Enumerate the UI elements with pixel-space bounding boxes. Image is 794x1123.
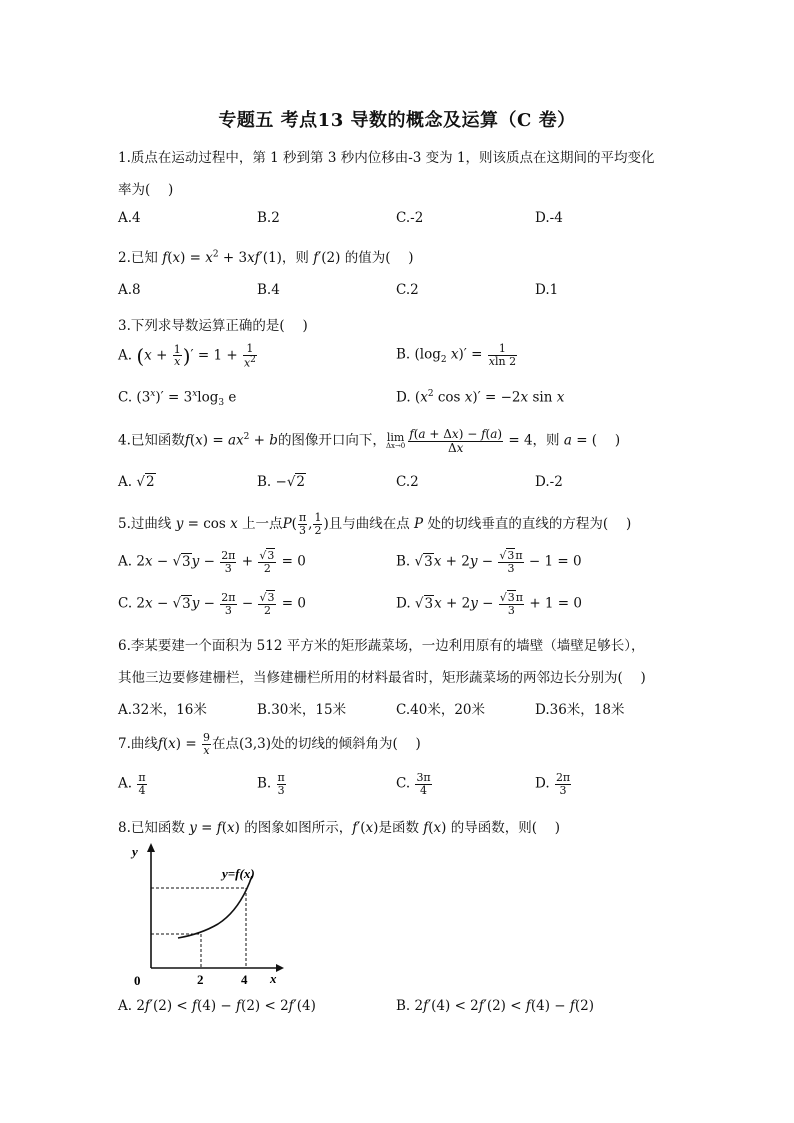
q1-option-d: D.-4 [535, 210, 563, 226]
q3-stem: 3.下列求导数运算正确的是( ) [118, 318, 308, 334]
q4-prefix: 4.已知函数 [118, 432, 185, 449]
q2-prefix: 2.已知 [118, 250, 158, 266]
q6-option-c: C.40米，20米 [396, 702, 485, 718]
q3-option-c: C. $(3^x)' = 3^x\log_3$ e [118, 389, 237, 409]
q8-suffix: 的导函数，则( ) [450, 820, 561, 836]
q7-option-d: D. $\frac{2\pi}{3}$ [535, 771, 571, 797]
q6-option-d: D.36米，18米 [535, 702, 625, 718]
q3-option-d: D. ($x^2$ cos x)′ = −2x sin x [396, 389, 565, 406]
q8-mid2: 是函数 [378, 820, 419, 836]
x-axis-arrow [276, 964, 284, 972]
q7-prefix: 7.曲线 [118, 736, 158, 752]
q7-stem: 7.曲线f(x) = $\frac{9}{x}$ 在点(3,3)处的切线的倾斜角为( ) [118, 731, 421, 757]
q1-option-a: A.4 [118, 210, 141, 226]
q1-stem-line1: 1.质点在运动过程中，第 1 秒到第 3 秒内位移由-3 变为 1，则该质点在这期间的平均变化 [118, 150, 655, 166]
q2-suffix: 的值为( ) [344, 250, 414, 266]
q7-mid: 在点 [211, 736, 239, 752]
q6-option-a: A.32米，16米 [118, 702, 207, 718]
q5-option-a: A. 2x − √3y − $\frac{2\pi}{3}$ + $\frac{√3}{2}$ = 0 [118, 549, 306, 575]
q4-option-b: B. −√2 [257, 474, 306, 490]
x-tick-2: 2 [197, 972, 204, 987]
curve-label: y=f(x) [222, 866, 255, 881]
q5-option-c: C. 2x − √3y − $\frac{2\pi}{3}$ − $\frac{√3}{2}$ = 0 [118, 591, 306, 617]
q4-suffix: ，则 [532, 432, 560, 449]
q4-mid: 的图像开口向下， [277, 432, 386, 449]
q7-option-b: B. $\frac{\pi}{3}$ [257, 771, 285, 797]
q6-stem-line1: 6.李某要建一个面积为 512 平方米的矩形蔬菜场，一边利用原有的墙壁（墙壁足够长）， [118, 638, 645, 654]
q3-option-a: A. (x + $\frac{1}{x}$ )′ = 1 + $\frac{1}{x^2}$ [118, 342, 256, 370]
origin-label: 0 [134, 973, 141, 988]
q8-option-b: B. 2f′(4) < 2f′(2) < f(4) − f(2) [396, 998, 595, 1014]
q5-prefix: 5.过曲线 [118, 516, 172, 532]
q6-option-b: B.30米，15米 [257, 702, 347, 718]
q8-mid: 的图象如图所示， [244, 820, 353, 836]
q6-stem-line2: 其他三边要修建栅栏，当修建栅栏所用的材料最省时，矩形蔬菜场的两邻边长分别为( ) [118, 670, 646, 686]
q5-suffix: 且与曲线在点 [328, 516, 410, 532]
q5-mid: 上一点 [242, 516, 283, 532]
x-tick-4: 4 [241, 972, 248, 987]
q4-stem: 4.已知函数$f(x) = ax^2 + b$的图像开口向下，lim Δx→0 $\frac{f(a + \Delta x) - f(a)}{\Delta x}$ = 4，则 a = ( ) [118, 427, 621, 455]
q3-option-b: B. ($\log_2$ x)′ = $\frac{1}{xln 2}$ [396, 342, 517, 368]
q4-option-d: D.-2 [535, 474, 563, 490]
q4-option-a: A. √2 [118, 474, 155, 490]
q2-option-a: A.8 [118, 282, 141, 298]
q5-stem: 5.过曲线 y = cos x 上一点P( $\frac{\pi}{3}$ , $\frac{1}{2}$ )且与曲线在点 P 处的切线垂直的直线的方程为( ) [118, 511, 632, 537]
q2-stem [118, 246, 414, 266]
q8-graph [118, 838, 288, 988]
q2-option-c: C.2 [396, 282, 419, 298]
q7-suffix: 处的切线的倾斜角为( ) [270, 736, 421, 752]
q7-option-a: A. $\frac{\pi}{4}$ [118, 771, 146, 797]
q2-option-d: D.1 [535, 282, 559, 298]
q8-prefix: 8.已知函数 [118, 820, 185, 836]
q5-suffix2: 处的切线垂直的直线的方程为( ) [427, 516, 632, 532]
q5-option-d: D. √3x + 2y − $\frac{√3\pi}{3}$ + 1 = 0 [396, 591, 582, 617]
q1-stem-line2: 率为( ) [118, 182, 174, 198]
y-axis-arrow [147, 843, 155, 852]
page-title: 专题五 考点13 导数的概念及运算（C 卷） [218, 110, 576, 131]
q4-limit: lim Δx→0 [385, 431, 406, 451]
curve-y-f-x [178, 876, 252, 938]
q8-stem: 8.已知函数 y = f(x) 的图象如图所示，f′(x)是函数 f(x) 的导函数，则( ) [118, 820, 561, 836]
q1-option-c: C.-2 [396, 210, 424, 226]
q7-option-c: C. $\frac{3\pi}{4}$ [396, 771, 431, 797]
x-axis-label: x [270, 971, 277, 986]
q2-formula: $f(x) = x^2 + 3xf'(1)$，则 f′(2) [162, 249, 341, 266]
q5-option-b: B. √3x + 2y − $\frac{√3\pi}{3}$ − 1 = 0 [396, 549, 582, 575]
q1-option-b: B.2 [257, 210, 280, 226]
q8-option-a: A. 2f′(2) < f(4) − f(2) < 2f′(4) [118, 998, 316, 1014]
q4-option-c: C.2 [396, 474, 419, 490]
q2-option-b: B.4 [257, 282, 280, 298]
y-axis-label: y [132, 844, 138, 859]
